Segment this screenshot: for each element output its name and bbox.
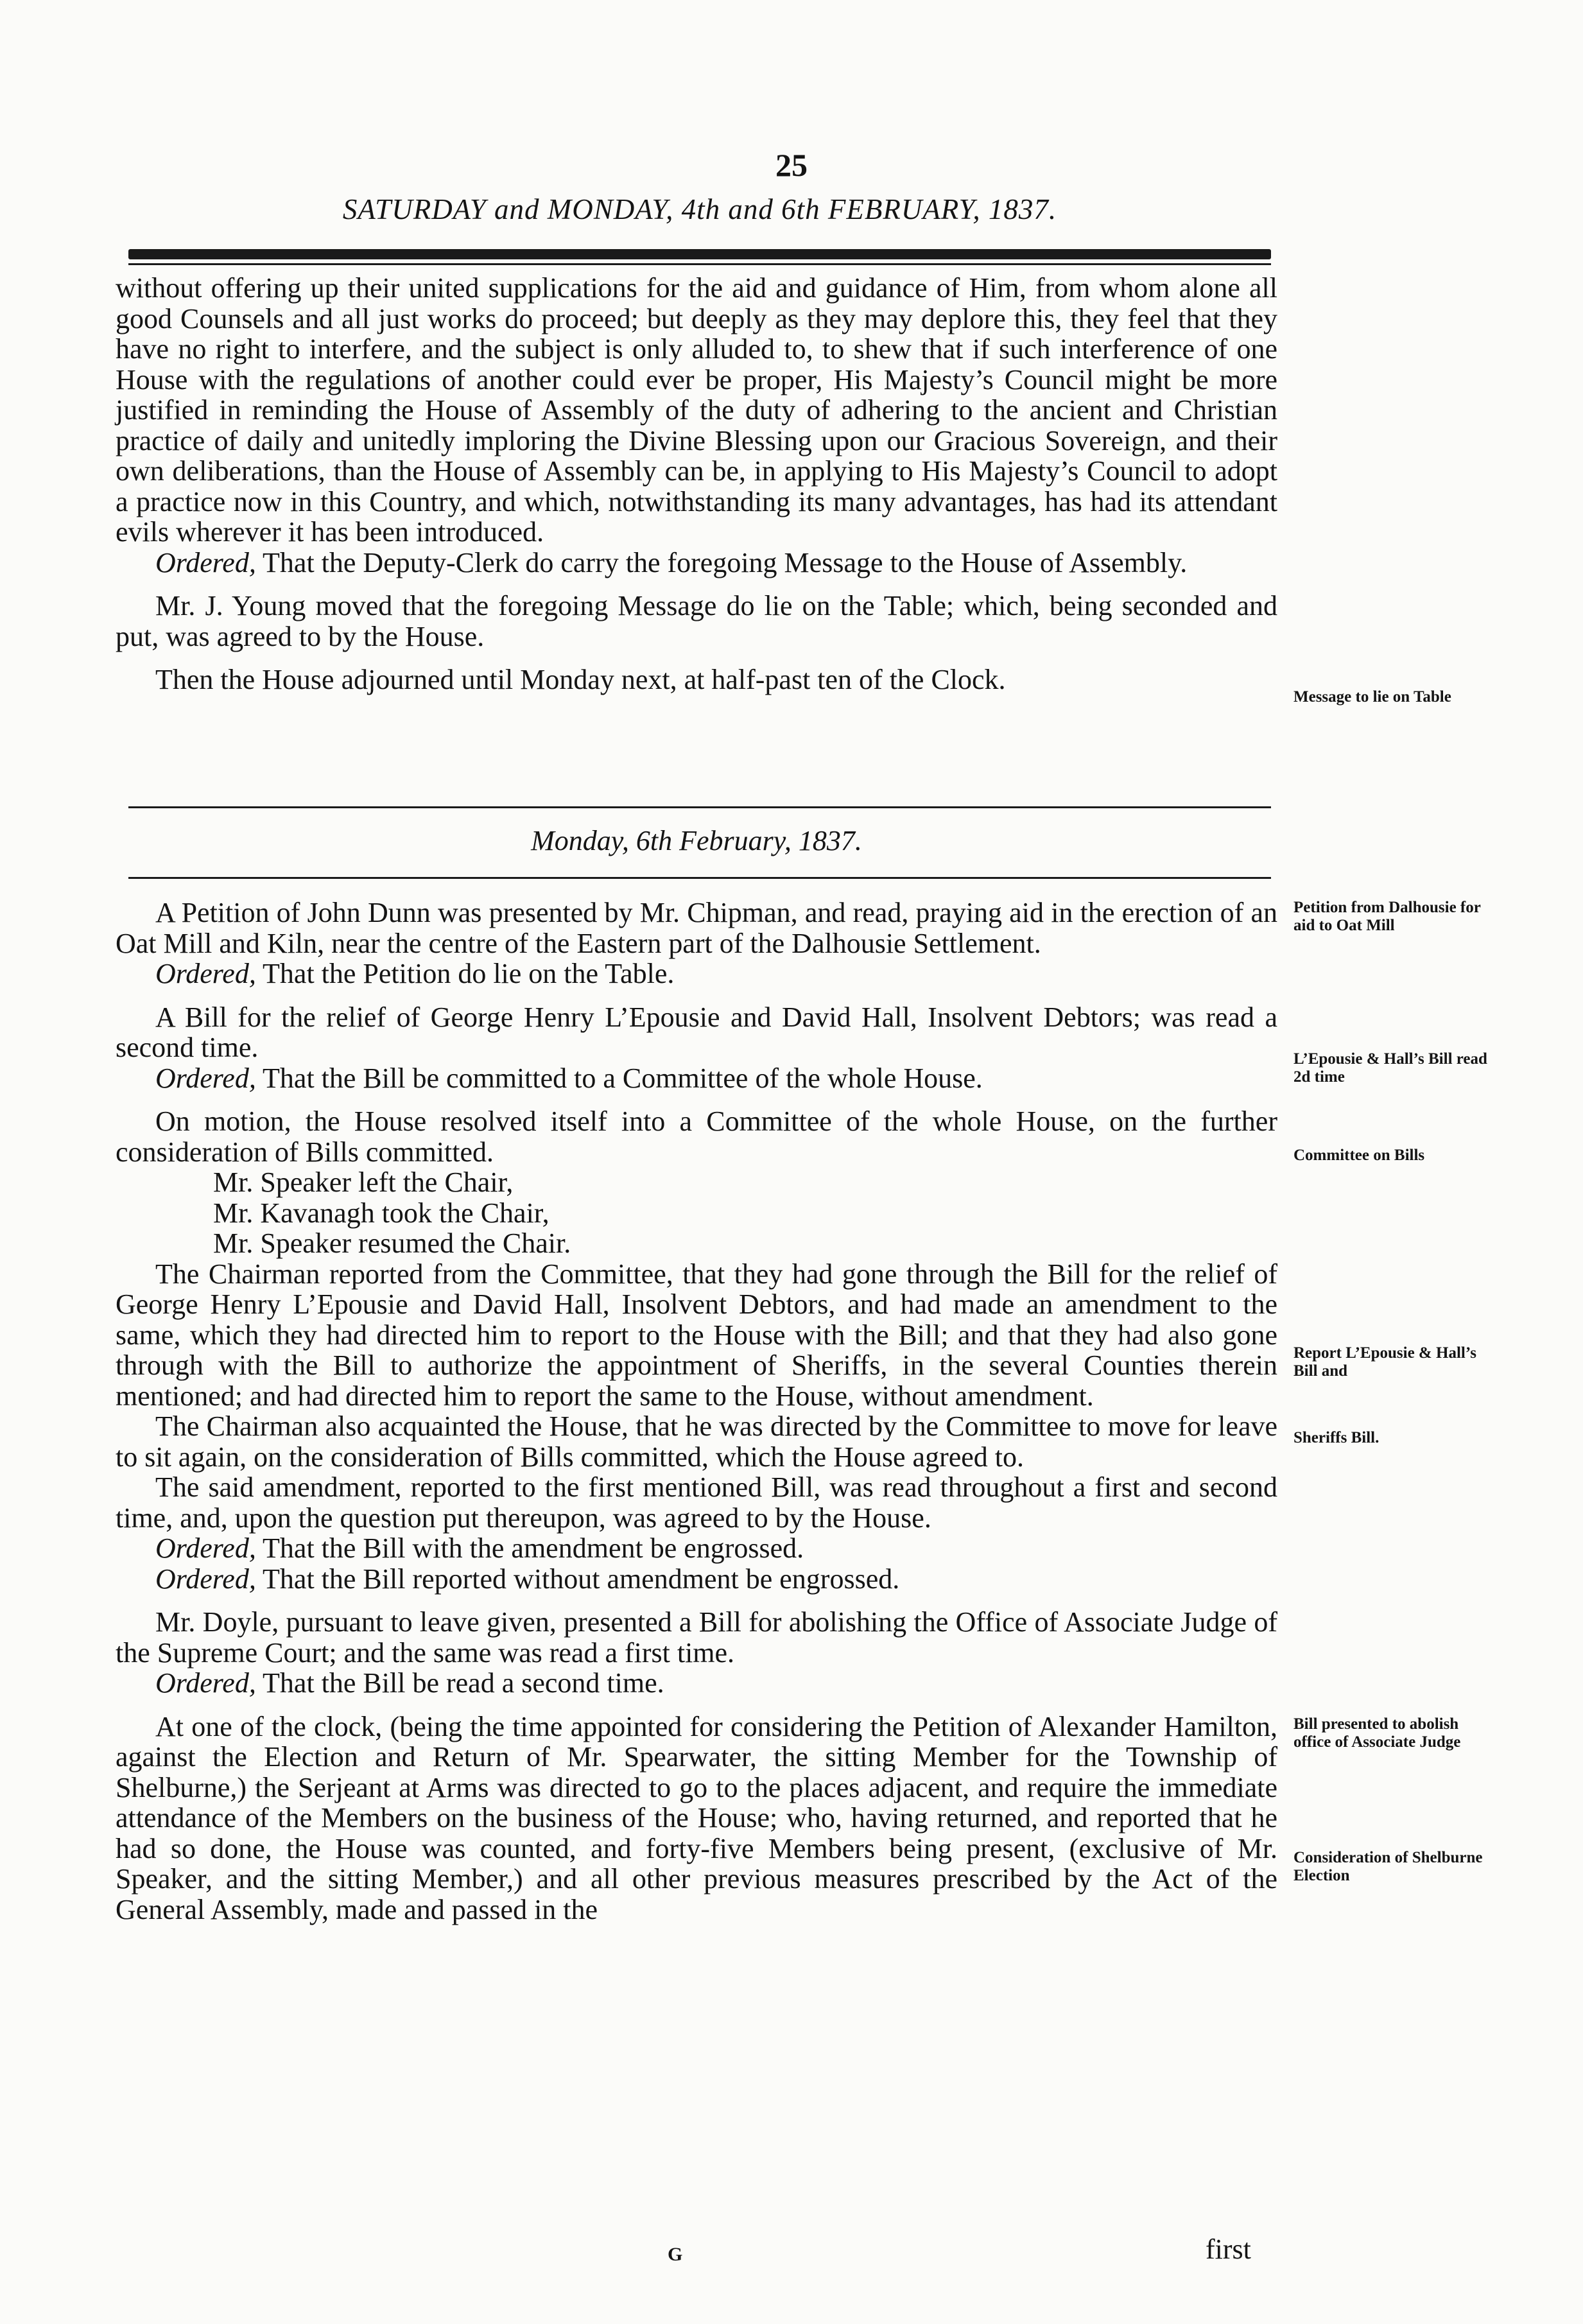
margin-note-bill-presented: Bill presented to abolish office of Associate Judge [1293,1715,1461,1751]
ordered-label: Ordered, [155,1532,256,1564]
line-speaker-left: Mr. Speaker left the Chair, [213,1166,514,1198]
margin-note-petition: Petition from Dalhousie for aid to Oat Mill [1293,899,1481,934]
section-rule-bottom [128,877,1271,879]
line-kavanagh-chair: Mr. Kavanagh took the Chair, [213,1197,549,1229]
page-number: 25 [775,147,808,183]
ordered-label: Ordered, [155,546,256,578]
signature-mark: G [668,2244,683,2265]
section-heading: Monday, 6th February, 1837. [531,825,862,856]
paragraph-doyle-bill: Mr. Doyle, pursuant to leave given, presented a Bill for abolishing the Office of Associate Judge of the Supreme Court; and the same was read a first time. [116,1606,1277,1669]
paragraph-ordered-second-reading [116,1668,1277,1699]
paragraph-amendment-read: The said amendment, reported to the first mentioned Bill, was read throughout a first and second time, and, upon the question put thereupon, was agreed to by the House. [116,1471,1277,1534]
page-header: SATURDAY and MONDAY, 4th and 6th FEBRUARY, 1837. [342,193,1057,225]
paragraph-lepousie-bill: A Bill for the relief of George Henry L’Epousie and David Hall, Insolvent Debtors; was read a second time. [116,1001,1277,1063]
paragraph-ordered-engrossed-2 [116,1564,1277,1595]
paragraph-committee-motion: On motion, the House resolved itself into a Committee of the whole House, on the further consideration of Bills committed. [116,1106,1277,1168]
ordered-label: Ordered, [155,1563,256,1595]
paragraph-petition-dunn: A Petition of John Dunn was presented by Mr. Chipman, and read, praying aid in the erection of an Oat Mill and Kiln, near the centre of the Eastern part of the Dalhousie Settlement. [116,897,1277,959]
paragraph-ordered-message [116,548,1277,578]
header-thick-rule [128,249,1271,259]
paragraph-ordered-petition [116,958,1277,989]
paragraph-ordered-committed [116,1063,1277,1094]
margin-note-report: Report L’Epousie & Hall’s Bill and [1293,1344,1476,1380]
ordered-text: That the Bill with the amendment be engrossed. [263,1532,804,1564]
margin-note-lepousie: L’Epousie & Hall’s Bill read 2d time [1293,1050,1487,1086]
ordered-text: That the Deputy-Clerk do carry the foregoing Message to the House of Assembly. [263,546,1188,578]
paragraph-ordered-engrossed [116,1533,1277,1564]
ordered-label: Ordered, [155,1062,256,1094]
margin-note-consideration: Consideration of Shelburne Election [1293,1849,1483,1884]
margin-note-message: Message to lie on Table [1293,688,1451,706]
ordered-label: Ordered, [155,1667,256,1699]
ordered-text: That the Bill be committed to a Committee of the whole House. [263,1062,983,1094]
monday-text-block [116,898,1277,1925]
ordered-text: That the Bill be read a second time. [263,1667,664,1699]
paragraph-young-motion: Mr. J. Young moved that the foregoing Message do lie on the Table; which, being seconded and put, was agreed to by the House. [116,590,1277,652]
margin-note-committee: Committee on Bills [1293,1147,1425,1164]
ordered-label: Ordered, [155,958,256,989]
ordered-text: That the Petition do lie on the Table. [263,958,675,989]
ordered-text: That the Bill reported without amendment be engrossed. [263,1563,900,1595]
line-speaker-resumed: Mr. Speaker resumed the Chair. [213,1227,571,1259]
paragraph-leave-to-sit: The Chairman also acquainted the House, that he was directed by the Committee to move for leave to sit again, on the consideration of Bills committed, which the House agreed to. [116,1410,1277,1473]
paragraph-message-body: without offering up their united supplications for the aid and guidance of Him, from whom alone all good Counsels and all just works do proceed; but deeply as they may deplore this, they feel that they have no right to interfere, and the subject is only alluded to, to shew that if such interference of one House with the regulations of another could ever be proper, His Majesty’s Council might be more justified in reminding the House of Assembly of the duty of adhering to the ancient and Christian practice of daily and unitedly imploring the Divine Blessing upon our Gracious Sovereign, and their own deliberations, than the House of Assembly can be, in applying to His Majesty’s Council to adopt a practice now in this Country, and which, notwithstanding its many advantages, has had its attendant evils wherever it has been introduced. [116,272,1277,548]
paragraph-adjourned: Then the House adjourned until Monday next, at half-past ten of the Clock. [155,664,1006,695]
catchword: first [1206,2233,1251,2265]
margin-note-sheriffs: Sheriffs Bill. [1293,1429,1380,1446]
section-rule-top [128,806,1271,808]
saturday-text-block [116,273,1277,695]
header-thin-rule [128,263,1271,265]
paragraph-chairman-report: The Chairman reported from the Committee, that they had gone through the Bill for the relief of George Henry L’Epousie and David Hall, Insolvent Debtors, and had made an amendment to the same, which they had directed him to report to the House with the Bill; and that they had also gone through with the Bill to authorize the appointment of Sheriffs, in the several Counties therein mentioned; and had directed him to report the same to the House, without amendment. [116,1258,1277,1412]
paragraph-shelburne-election: At one of the clock, (being the time appointed for considering the Petition of Alexander Hamilton, against the Election and Return of Mr. Spearwater, the sitting Member for the Township of Shelburne,) the Serjeant at Arms was directed to go to the places adjacent, and require the immediate attendance of the Members on the business of the House; who, having returned, and reported that he had so done, the House was counted, and forty-five Members being present, (exclusive of Mr. Speaker, and the sitting Member,) and all other previous measures prescribed by the Act of the General Assembly, made and passed in the [116,1710,1277,1925]
